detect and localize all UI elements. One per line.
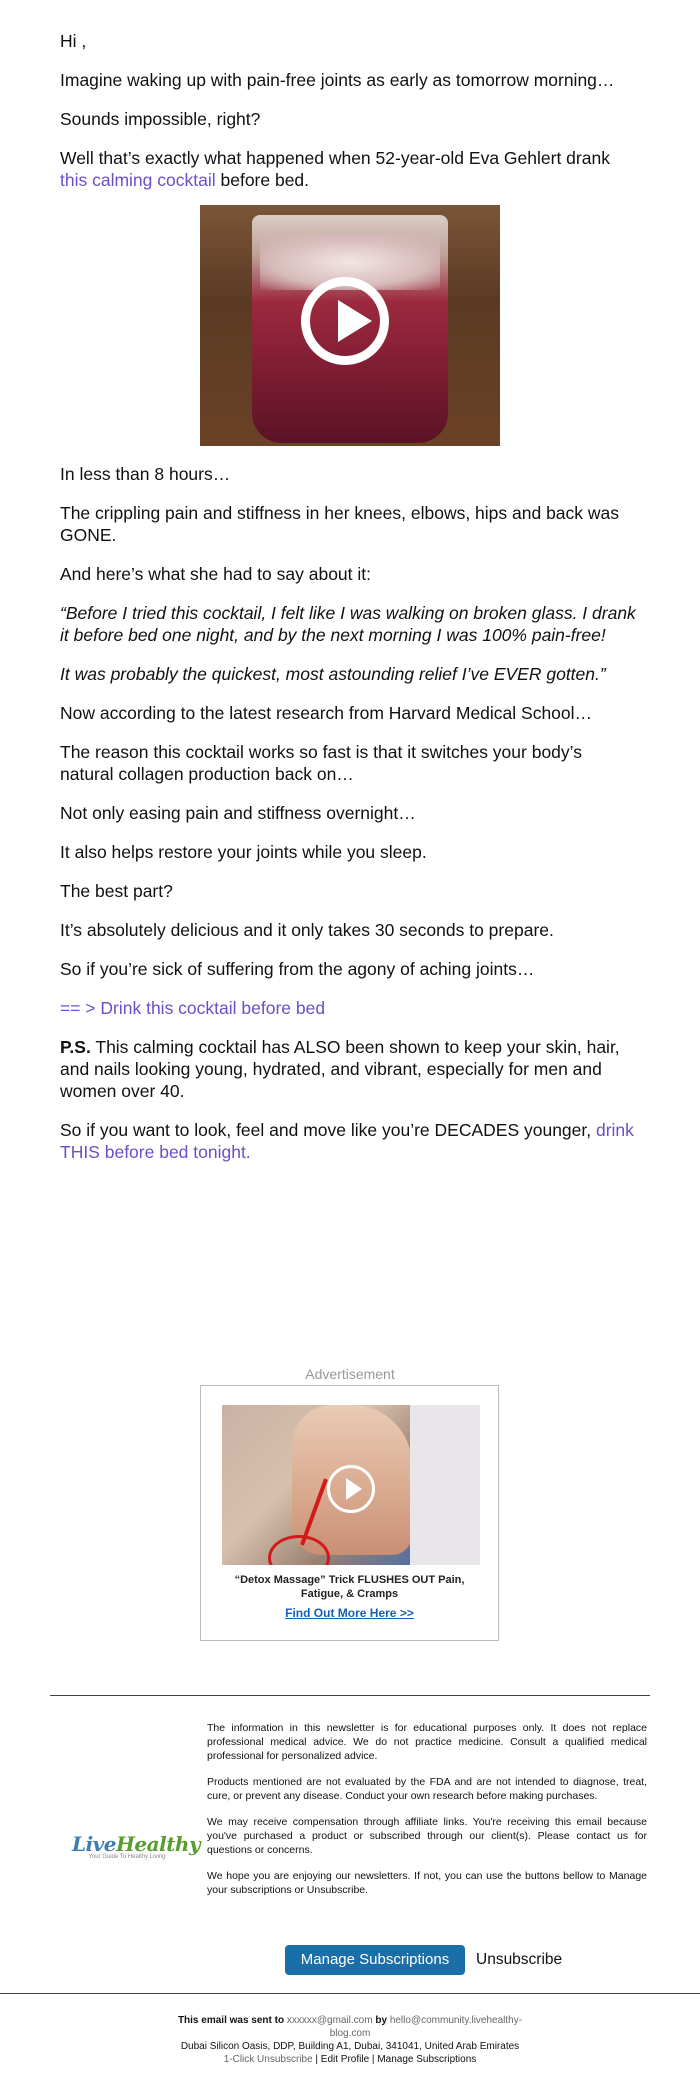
footer-recipient: xxxxxx@gmail.com <box>286 2015 373 2026</box>
logo-wordmark <box>72 1832 201 1856</box>
calming-cocktail-link[interactable]: this calming cocktail <box>60 170 216 190</box>
footer-address: Dubai Silicon Oasis, DDP, Building A1, Dubai, 341041, United Arab Emirates <box>180 2041 520 2052</box>
drink-cocktail-link[interactable]: == > Drink this cocktail before bed <box>60 998 326 1018</box>
coat-image <box>410 1405 480 1565</box>
footer <box>140 2014 560 2066</box>
disclaimer-paragraph: We may receive compensation through affiliate links. You're receiving this email because you've purchased a product or subscribed through our client(s). Please contact us for questions or concerns. <box>207 1816 647 1856</box>
paragraph: It also helps restore your joints while you sleep. <box>60 842 427 862</box>
play-triangle-icon <box>338 300 372 342</box>
advertisement-box[interactable] <box>200 1385 499 1641</box>
logo-tagline: Your Guide To Healthy Living <box>88 1854 166 1860</box>
paragraph-text: So if you want to look, feel and move like you’re DECADES younger, <box>60 1120 596 1140</box>
paragraph: The crippling pain and stiffness in her knees, elbows, hips and back was GONE. <box>60 503 620 545</box>
disclaimer-paragraph: Products mentioned are not evaluated by the FDA and are not intended to diagnose, treat, cure, or prevent any disease. Conduct your own research before making purchases. <box>207 1776 647 1802</box>
footer-separator: | <box>312 2054 321 2065</box>
paragraph: In less than 8 hours… <box>60 464 231 484</box>
edit-profile-link[interactable]: Edit Profile <box>320 2054 370 2065</box>
manage-subscriptions-button[interactable]: Manage Subscriptions <box>285 1945 465 1975</box>
paragraph: The best part? <box>60 881 173 901</box>
advertisement-label: Advertisement <box>305 1366 395 1382</box>
paragraph <box>60 1119 640 1163</box>
ad-image[interactable] <box>222 1405 480 1565</box>
cta-paragraph <box>60 997 640 1019</box>
paragraph <box>60 147 640 191</box>
drink-this-link[interactable]: drink THIS before bed tonight. <box>60 1120 634 1162</box>
ad-find-out-more-link[interactable]: Find Out More Here >> <box>285 1606 414 1620</box>
ad-caption <box>201 1573 498 1601</box>
livehealthy-logo <box>72 1832 201 1860</box>
ad-caption-line: “Detox Massage” Trick FLUSHES OUT Pain, <box>234 1574 465 1586</box>
logo-live: Live <box>72 1832 117 1856</box>
logo-healthy: Healthy <box>116 1832 201 1856</box>
cocktail-video-thumbnail[interactable] <box>200 205 500 446</box>
paragraph: So if you’re sick of suffering from the agony of aching joints… <box>60 959 535 979</box>
ad-caption-line: Fatigue, & Cramps <box>300 1588 399 1600</box>
footer-sent-prefix: This email was sent to <box>177 2015 287 2026</box>
disclaimer-paragraph: The information in this newsletter is for educational purposes only. It does not replace professional medical advice. We do not practice medicine. Consult a qualified medical professional for personalized advice. <box>207 1722 647 1762</box>
paragraph: And here’s what she had to say about it: <box>60 564 371 584</box>
footer-by: by <box>372 2015 390 2026</box>
paragraph: Now according to the latest research from Harvard Medical School… <box>60 703 593 723</box>
ps-paragraph <box>60 1036 640 1102</box>
greeting: Hi , <box>60 31 87 51</box>
video-container <box>60 205 640 451</box>
ad-play-triangle-icon <box>346 1478 362 1500</box>
paragraph-text: before bed. <box>215 170 310 190</box>
one-click-unsubscribe-link[interactable]: 1-Click Unsubscribe <box>223 2054 313 2065</box>
paragraph: Sounds impossible, right? <box>60 109 261 129</box>
disclaimer-paragraph: We hope you are enjoying our newsletters. If not, you can use the buttons bellow to Manage your subscriptions or Unsubscribe. <box>207 1870 647 1896</box>
footer-sender: hello@community.livehealthy- <box>389 2015 523 2026</box>
ps-text: This calming cocktail has ALSO been shown to keep your skin, hair, and nails looking young, hydrated, and vibrant, especially for men and women over 40. <box>60 1037 620 1101</box>
footer-manage-subscriptions-link[interactable]: Manage Subscriptions <box>377 2054 477 2065</box>
paragraph-text: Well that’s exactly what happened when 52-year-old Eva Gehlert drank <box>60 148 610 168</box>
testimonial-quote: It was probably the quickest, most astounding relief I’ve EVER gotten.” <box>60 664 606 684</box>
testimonial-quote: “Before I tried this cocktail, I felt like I was walking on broken glass. I drank it before bed one night, and by the next morning I was 100% pain-free! <box>60 603 636 645</box>
unsubscribe-button[interactable]: Unsubscribe <box>476 1951 563 1968</box>
footer-sent-line <box>140 2014 560 2027</box>
paragraph: Not only easing pain and stiffness overnight… <box>60 803 416 823</box>
ps-label: P.S. <box>60 1037 91 1057</box>
divider <box>50 1695 650 1696</box>
paragraph: The reason this cocktail works so fast is that it switches your body’s natural collagen production back on… <box>60 742 582 784</box>
footer-sender-domain: blog.com <box>329 2028 371 2039</box>
footer-links <box>140 2053 560 2066</box>
paragraph: It’s absolutely delicious and it only takes 30 seconds to prepare. <box>60 920 554 940</box>
disclaimer <box>207 1721 647 1909</box>
email-body <box>60 30 640 1180</box>
footer-separator: | <box>369 2054 378 2065</box>
divider <box>0 1993 700 1994</box>
paragraph: Imagine waking up with pain-free joints as early as tomorrow morning… <box>60 70 615 90</box>
